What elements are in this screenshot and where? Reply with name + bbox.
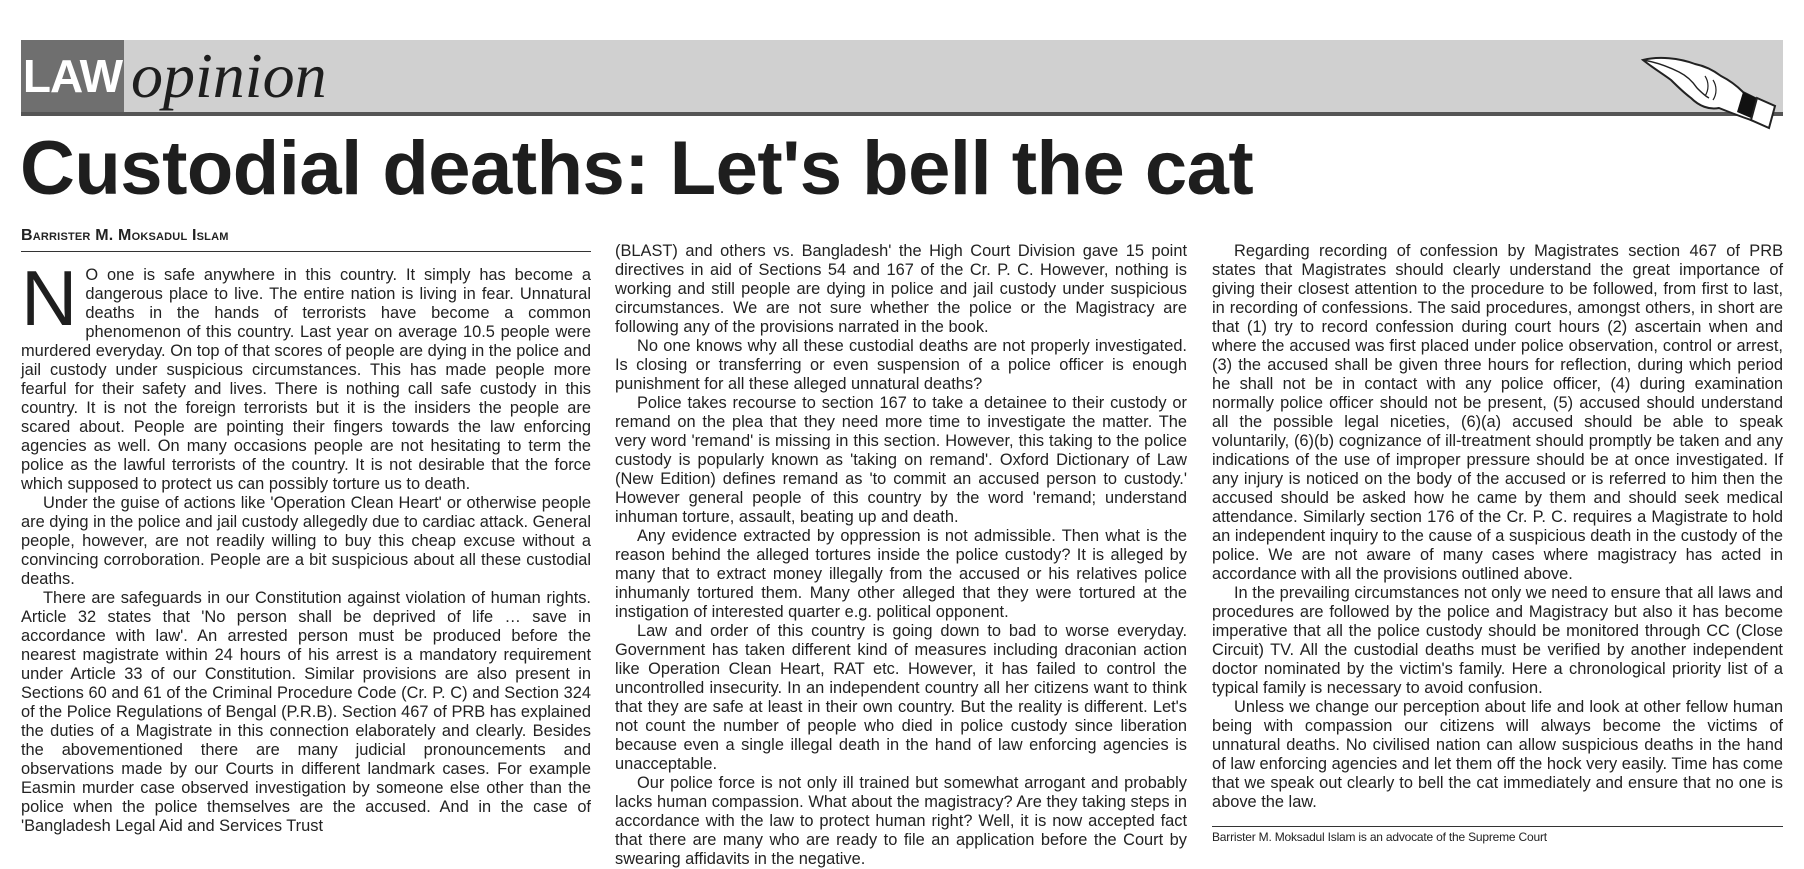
headline: Custodial deaths: Let's bell the cat [20,126,1254,211]
paragraph: Our police force is not only ill trained but somewhat arrogant and probably lacks human compassion. What about the magistracy? Are they taking steps in accordance with the law to protect human right? Well, it is now accepted fact that there are many who are ready to file an application before the Court by swearing affidavits in the negative. [615,774,1187,868]
paragraph: No one knows why all these custodial deaths are not properly investigated. Is closing or transferring or even suspension of a police officer is enough punishment for all these alleged unnatural deaths? [615,337,1187,393]
paragraph: Police takes recourse to section 167 to take a detainee to their custody or remand on the plea that they need more time to investigate the matter. The very word 'remand' is missing in this section. However, this taking to the police custody is popularly known as 'taking on remand'. Oxford Dictionary of Law (New Edition) defines remand as 'to commit an accused person to custody.' However general people of this country by the word 'remand; understand inhuman torture, assault, beating up and death. [615,394,1187,526]
paragraph: (BLAST) and others vs. Bangladesh' the High Court Division gave 15 point directives in aid of Sections 54 and 167 of the Cr. P. C. However, nothing is working and still people are dying in police and jail custody under suspicious circumstances. We are not sure whether the police or the Magistracy are following any of the provisions narrated in the book. [615,242,1187,336]
paragraph: Any evidence extracted by oppression is not admissible. Then what is the reason behind the alleged tortures inside the police custody? It is alleged by many that to extract money illegally from the accused or his relatives police inhumanly tortured them. Many other alleged that they were tortured at the instigation of interested quarter e.g. political opponent. [615,527,1187,621]
section-label: LAW [21,40,124,112]
paragraph: Unless we change our perception about life and look at other fellow human being with compassion our citizens will always become the victims of unnatural deaths. No civilised nation can allow suspicious deaths in the hand of law enforcing agencies and let them off the hock very easily. Time has come that we speak out clearly to bell the cat immediately and ensure that no one is above the law. [1212,698,1783,811]
paragraph: Regarding recording of confession by Magistrates section 467 of PRB states that Magistrates should clearly understand the great importance of giving their closest attention to the procedure to be followed, from first to last, in recording of confessions. The said procedures, amongst others, in short are that (1) try to record confession during court hours (2) ascertain when and where the accused was first placed under police observation, control or arrest, (3) the accused shall be given three hours for reflection, during which period he shall not be in contact with any police officer, (4) during examination normally police officer should not be present, (5) accused should understand all the possible legal niceties, (6)(a) accused should be able to speak voluntarily, (6)(b) cognizance of ill-treatment should promptly be taken and any indications of the use of improper pressure should be at once investigated. If any injury is noticed on the body of the accused or is referred to him then the accused should be asked how he came by them and should seek medical attendance. Similarly section 176 of the Cr. P. C. requires a Magistrate to hold an independent inquiry to the cause of a suspicious death in the custody of the police. We are not aware of many cases where magistracy has acted in accordance with all the provisions outlined above. [1212,242,1783,583]
paragraph: Under the guise of actions like 'Operation Clean Heart' or otherwise people are dying in the police and jail custody allegedly due to cardiac attack. General people, however, are not readily willing to buy this cheap excuse without a convincing corroboration. People are a bit suspicious about all these custodial deaths. [21,494,591,588]
paragraph: N O one is safe anywhere in this country. It simply has become a dangerous place to live. The entire nation is living in fear. Unnatural deaths in the hands of terrorists have become a common phenomenon of this country. Last year on average 10.5 people were murdered everyday. On top of that scores of people are dying in the police and jail custody under suspicious circumstances. This has made people more fearful for their safety and lives. There is nothing call safe custody in this country. It is not the foreign terrorists but it is the insiders the people are scared about. People are pointing their fingers towards the law enforcing agencies as well. On many occasions people are not hesitating to term the police as the lawful terrorists of the country. It is not desirable that the force which supposed to protect us can possibly torture us to death. [21,254,591,493]
drop-cap: N [21,254,78,342]
article-column-2 [615,242,1187,869]
author-footnote: Barrister M. Moksadul Islam is an advocate of the Supreme Court [1212,826,1783,844]
paragraph: Law and order of this country is going down to bad to worse everyday. Government has taken different kind of measures including draconian action like Operation Clean Heart, RAT etc. However, it has failed to control the uncontrolled insecurity. In an independent country all her citizens want to think that they are safe at least in their own country. But the reality is different. Let's not count the number of people who died in police custody since liberation because even a single illegal death in the hand of law enforcing agencies is unacceptable. [615,622,1187,773]
article-column-3 [1212,242,1783,844]
section-banner [21,40,1783,116]
article-column-1 [21,226,591,836]
paragraph: There are safeguards in our Constitution against violation of human rights. Article 32 states that 'No person shall be deprived of life … save in accordance with law'. An arrested person must be produced before the nearest magistrate within 24 hours of his arrest is a mandatory requirement under Article 33 of our Constitution. Similar provisions are also present in Sections 60 and 61 of the Criminal Procedure Code (Cr. P. C) and Section 324 of the Police Regulations of Bengal (P.R.B). Section 467 of PRB has explained the duties of a Magistrate in this connection elaborately and clearly. Besides the abovementioned there are many judicial pronouncements and observations made by our Courts in different landmark cases. For example Easmin murder case observed investigation by someone else other than the police when the police themselves are the accused. And in the case of 'Bangladesh Legal Aid and Services Trust [21,589,591,835]
subsection-label: opinion [131,40,327,111]
pointing-hand-icon [1639,46,1781,146]
paragraph: In the prevailing circumstances not only we need to ensure that all laws and procedures are followed by the police and Magistracy but also it has become imperative that all the police custody should be monitored through CC (Close Circuit) TV. All the custodial deaths must be verified by another independent doctor nominated by the victim's family. Here a chronological priority list of a typical family is necessary to avoid confusion. [1212,584,1783,697]
byline: Barrister M. Moksadul Islam [21,226,591,252]
